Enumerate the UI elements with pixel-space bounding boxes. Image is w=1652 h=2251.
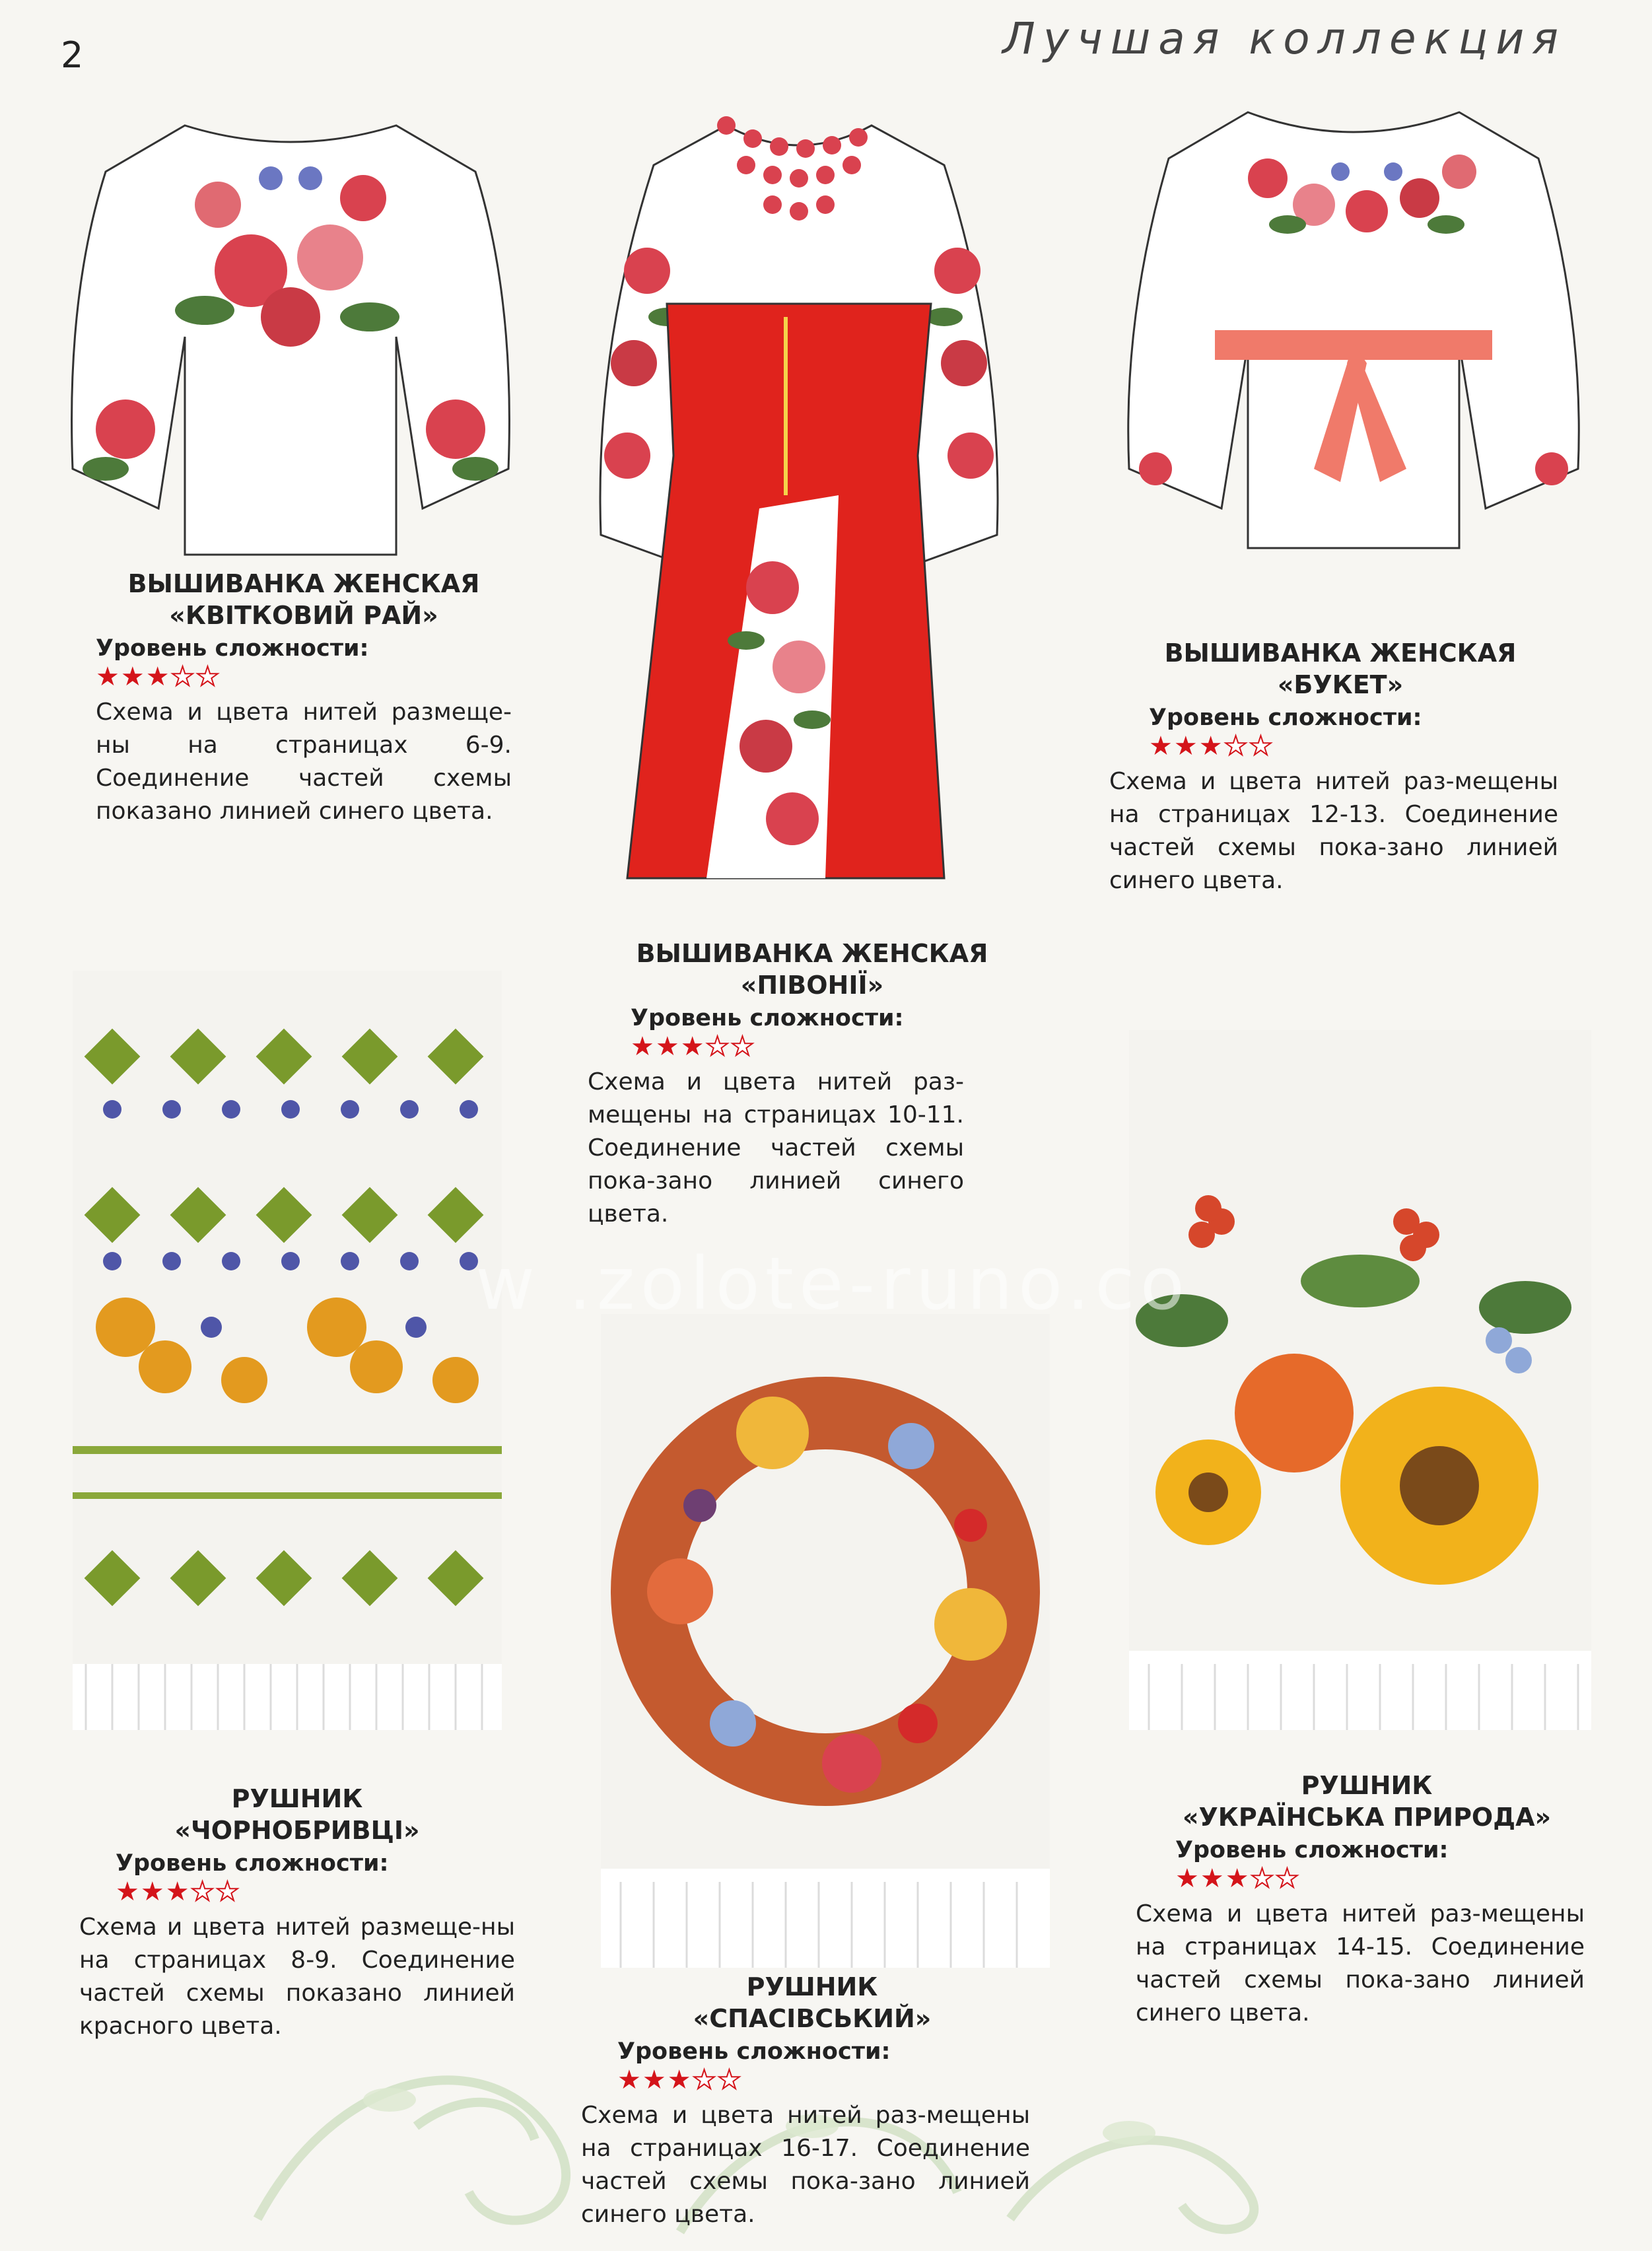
star-filled-icon: ★	[1225, 1863, 1251, 1894]
item-description: Схема и цвета нитей раз-мещены на страницах 12-13. Соединение частей схемы пока-зано линией синего цвета.	[1109, 768, 1558, 894]
item-title-line2: «УКРАЇНСЬКА ПРИРОДА»	[1182, 1803, 1552, 1832]
star-filled-icon: ★	[165, 1877, 191, 1907]
item-title-line2: «ПІВОНІЇ»	[740, 971, 884, 1000]
star-filled-icon: ★	[655, 1031, 681, 1062]
towel-ukrainska-pryroda-image	[1129, 1030, 1591, 1730]
difficulty-rating	[631, 1031, 1043, 1062]
watermark: w .zolote-runo.co	[475, 1241, 1190, 1326]
star-empty-icon: ★	[190, 1877, 216, 1907]
difficulty-label: Уровень сложности:	[1175, 1837, 1449, 1863]
star-filled-icon: ★	[140, 1877, 166, 1907]
star-empty-icon: ★	[1275, 1863, 1301, 1894]
difficulty-rating	[1175, 1863, 1598, 1894]
star-empty-icon: ★	[195, 662, 221, 692]
difficulty-label: Уровень сложности:	[1149, 705, 1422, 731]
star-empty-icon: ★	[1250, 1863, 1276, 1894]
item-title-line1: РУШНИК	[231, 1784, 363, 1813]
item-block-spasivskyi	[581, 1971, 1043, 2231]
page-number: 2	[61, 34, 84, 76]
item-block-buket	[1109, 637, 1571, 897]
star-empty-icon: ★	[1223, 731, 1249, 761]
dress-pivonii-image	[574, 86, 1023, 918]
star-filled-icon: ★	[680, 1031, 706, 1062]
difficulty-rating	[116, 1877, 515, 1907]
star-empty-icon: ★	[1249, 731, 1274, 761]
difficulty-rating	[96, 662, 512, 692]
item-block-kvitkovyi-rai	[96, 568, 512, 828]
item-description: Схема и цвета нитей размеще-ны на страницах 8-9. Соединение частей схемы показано линией красного цвета.	[79, 1914, 515, 2040]
difficulty-label: Уровень сложности:	[631, 1005, 904, 1031]
star-empty-icon: ★	[730, 1031, 756, 1062]
star-filled-icon: ★	[667, 2065, 693, 2095]
star-filled-icon: ★	[1175, 1863, 1200, 1894]
star-filled-icon: ★	[1173, 731, 1199, 761]
page-header-title: Лучшая коллекция	[1002, 13, 1566, 64]
item-description: Схема и цвета нитей раз-мещены на страницах 16-17. Соединение частей схемы пока-зано линией синего цвета.	[581, 2102, 1030, 2228]
item-title-line2: «БУКЕТ»	[1277, 670, 1404, 699]
item-title-line1: ВЫШИВАНКА ЖЕНСКАЯ	[636, 939, 988, 968]
blouse-buket-image	[1116, 99, 1591, 561]
blouse-kvitkovyi-rai-image	[53, 99, 528, 561]
star-empty-icon: ★	[170, 662, 196, 692]
star-filled-icon: ★	[617, 2065, 642, 2095]
difficulty-rating	[1149, 731, 1571, 761]
item-title-line1: РУШНИК	[1301, 1771, 1433, 1800]
star-filled-icon: ★	[1200, 1863, 1225, 1894]
star-filled-icon: ★	[631, 1031, 656, 1062]
star-filled-icon: ★	[1149, 731, 1174, 761]
item-title-line1: РУШНИК	[746, 1972, 878, 2001]
star-filled-icon: ★	[642, 2065, 668, 2095]
item-title-line1: ВЫШИВАНКА ЖЕНСКАЯ	[1164, 639, 1517, 668]
towel-chornobryvtsi-image	[73, 971, 502, 1730]
difficulty-rating	[617, 2065, 1043, 2095]
star-filled-icon: ★	[116, 1877, 141, 1907]
towel-spasivskyi-image	[601, 1314, 1050, 1968]
item-title-line2: «ЧОРНОБРИВЦІ»	[174, 1816, 420, 1845]
difficulty-label: Уровень сложности:	[617, 2038, 891, 2065]
item-block-ukrainska-pryroda	[1136, 1770, 1598, 2030]
item-title-line1: ВЫШИВАНКА ЖЕНСКАЯ	[127, 569, 480, 598]
star-filled-icon: ★	[120, 662, 146, 692]
difficulty-label: Уровень сложности:	[116, 1850, 389, 1877]
star-filled-icon: ★	[145, 662, 171, 692]
difficulty-label: Уровень сложности:	[96, 635, 369, 662]
star-empty-icon: ★	[717, 2065, 743, 2095]
item-title-line2: «СПАСІВСЬКИЙ»	[693, 2004, 932, 2033]
star-filled-icon: ★	[1198, 731, 1224, 761]
item-block-pivonii	[581, 938, 1043, 1231]
item-description: Схема и цвета нитей раз-мещены на страницах 14-15. Соединение частей схемы пока-зано линией синего цвета.	[1136, 1900, 1585, 2026]
item-block-chornobryvtsi	[79, 1783, 515, 2043]
star-filled-icon: ★	[96, 662, 121, 692]
star-empty-icon: ★	[705, 1031, 731, 1062]
star-empty-icon: ★	[692, 2065, 718, 2095]
item-title-line2: «КВІТКОВИЙ РАЙ»	[169, 601, 438, 630]
star-empty-icon: ★	[215, 1877, 241, 1907]
item-description: Схема и цвета нитей раз-мещены на страницах 10-11. Соединение частей схемы пока-зано линией синего цвета.	[588, 1068, 964, 1228]
item-description: Схема и цвета нитей размеще-ны на страницах 6-9. Соединение частей схемы показано линией синего цвета.	[96, 699, 512, 825]
